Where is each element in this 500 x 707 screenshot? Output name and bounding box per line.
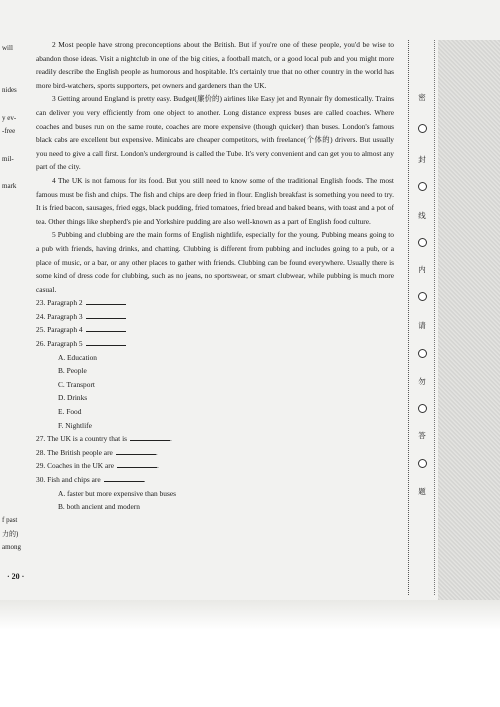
margin-fragment: y ev- [2,114,17,122]
paragraph-text: 5 Pubbing and clubbing are the main forms of English nightlife, especially for the young. Pubbing means going to a pub with friends, having drinks, and chatting. Clubbing is different from pubbing and includes going to a pub, or a place of music, or a bar, or any other places to gather with friends. Clubbing can be found everywhere. Usually there is some kind of dress code for clubbing, such as no jeans, no sportswear, or smart clubwear, while pubbing is much more casual. [36,230,394,294]
margin-fragment: -free [2,127,16,135]
page-number: · 20 · [7,572,25,581]
question-label: 26. Paragraph 5 [36,339,83,349]
seal-circle-icon [418,459,427,468]
margin-fragment: f past [2,516,18,524]
seal-char: 勿 [418,377,426,386]
answer-blank[interactable] [86,323,126,332]
seal-circle-icon [418,124,427,133]
question-end: . [143,475,146,484]
seal-char: 答 [418,431,426,440]
answer-blank[interactable] [86,310,126,319]
matching-question [36,337,394,351]
option: B. People [58,366,87,376]
option: D. Drinks [58,393,88,403]
answer-blank[interactable] [116,446,156,455]
margin-fragment: will [2,44,13,52]
seal-dotted-line [434,40,435,595]
question-label: 27. The UK is a country that is [36,434,128,444]
question-end: . [157,461,159,471]
answer-blank[interactable] [104,473,144,482]
seal-char: 内 [418,265,426,274]
question-label: 24. Paragraph 3 [36,311,83,321]
paragraph-text: 4 The UK is not famous for its food. But you still need to know some of the traditional English foods. The most famous must be fish and chips. The fish and chips are deep fried in flour. English breakfast is something you need to try. It is fried bacon, sausages, fried eggs, black pudding, fried tomatoes, fried bread and baked beans, with toast and a pot of tea. Other things like shepherd's pie and Yorkshire pudding are also well-known as a part of English food culture. [36,175,394,226]
completion-question [36,432,394,446]
option: E. Food [58,407,82,417]
completion-question [36,459,394,473]
reading-passage [36,38,394,514]
seal-char: 题 [418,487,426,496]
margin-fragment: nides [2,86,17,94]
question-label: 23. Paragraph 2 [36,298,83,308]
paragraph-2 [36,38,394,92]
margin-fragment: among [2,543,22,551]
left-margin-fragments [0,0,25,600]
completion-question [36,446,394,460]
answer-option: A. faster but more expensive than buses [58,488,177,498]
option: F. Nightlife [58,420,92,430]
seal-circle-icon [418,182,427,191]
margin-fragment: 力的) [2,530,19,538]
question-label: 28. The British people are [36,447,113,457]
seal-char: 封 [418,155,426,164]
answer-option: B. both ancient and modern [58,502,140,512]
paragraph-text: 2 Most people have strong preconceptions about the British. But if you're one of these people, you'd be wise to abandon those ideas. Visit a nightclub in one of the big cities, a football match, or a good local pub and you might more readily describe the English people as humorous and hospitable. It's certainly true that no other country in the world has more bird-watchers, sports supporters, pet owners and gardeners than the UK. [36,40,394,90]
answer-blank[interactable] [130,432,172,444]
seal-char: 线 [418,211,426,220]
answer-blank[interactable] [86,337,126,346]
seal-char: 密 [418,93,426,102]
page-bottom-shadow [0,600,500,630]
completion-question [36,473,394,487]
paragraph-text: 3 Getting around England is pretty easy. Budget(廉价的) airlines like Easy jet and Rynnair fly domestically. Trains can deliver you very efficiently from one object to another. Long distance express buses are called coaches. Where coaches and buses run on the same route, coaches are more expensive (though quicker) than buses. London's famous black cabs are excellent but expensive. Minicabs are cheaper competitors, with freelance(个体的) drivers. But usually you need to give a call first. London's underground is called the Tube. It's very convenient and can get you to almost any part of the city. [36,94,394,172]
seal-circle-icon [418,349,427,358]
question-end: . [155,447,158,457]
question-label: 25. Paragraph 4 [36,325,83,335]
option: A. Education [58,352,97,362]
seal-dotted-line [408,40,409,595]
question-label: 30. Fish and chips are [36,475,101,484]
seal-circle-icon [418,238,427,247]
seal-char: 请 [418,321,426,330]
matching-question [36,310,394,324]
binding-margin-texture [438,40,500,600]
margin-fragment: mark [2,182,17,190]
matching-question [36,296,394,310]
question-label: 29. Coaches in the UK are [36,461,114,471]
question-end: . [170,434,172,444]
option: C. Transport [58,379,95,389]
matching-question [36,323,394,337]
margin-fragment: mil- [2,155,14,163]
paragraph-5 [36,228,394,296]
paragraph-4 [36,174,394,228]
seal-circle-icon [418,404,427,413]
answer-blank[interactable] [117,459,159,471]
paragraph-3 [36,92,394,174]
seal-circle-icon [418,292,427,301]
answer-blank[interactable] [86,296,126,305]
